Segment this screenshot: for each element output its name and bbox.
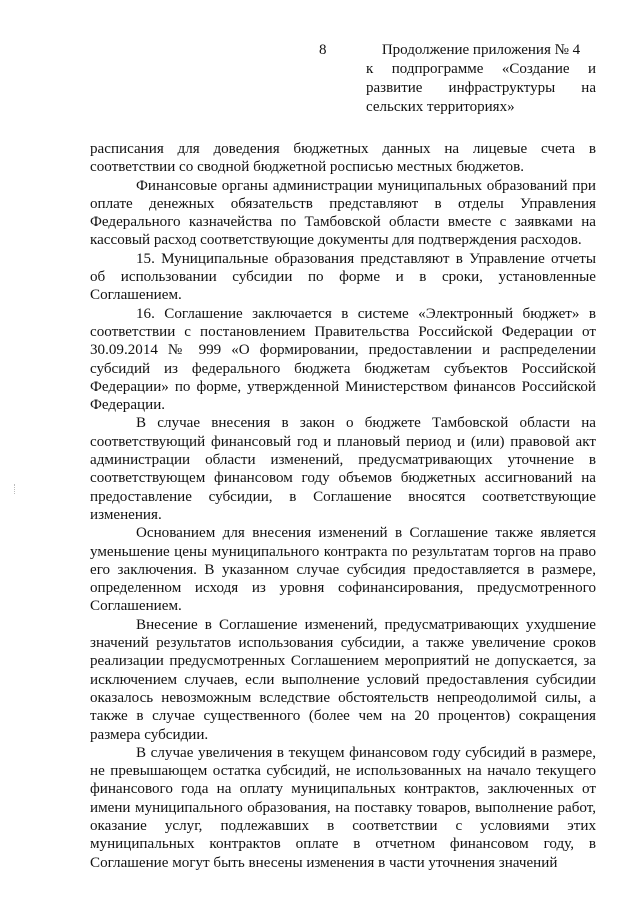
paragraph-amendments: Внесение в Соглашение изменений, предусматривающих ухудшение значений результатов использования субсидии, а также увеличение сроков реализации предусмотренных Соглашением мероприятий не допускается, за исключением случаев, если выполнение условий предоставления субсидии оказалось невозможным вследствие обстоятельств непреодолимой силы, а также в случае существенного (более чем на 20 процентов) сокращения размера субсидии.: [90, 616, 596, 743]
margin-mark: [14, 484, 17, 494]
page-number: 8: [319, 42, 327, 58]
appendix-header: [366, 41, 596, 117]
paragraph-budget-changes: В случае внесения в закон о бюджете Тамбовской области на соответствующий финансовый год и плановый период и (или) правовой акт администрации области изменений, предусматривающих уточнение в соответствующем финансовом году объемов бюджетных ассигнований на предоставление субсидии, в Соглашение вносятся соответствующие изменения.: [90, 415, 596, 523]
paragraph-financial-bodies: Финансовые органы администрации муниципальных образований при оплате денежных обязательств представляют в отделы Управления Федерального казначейства по Тамбовской области вместе с заявками на кассовый расход соответствующие документы для подтверждения расходов.: [90, 177, 596, 249]
paragraph-item-15: 15. Муниципальные образования представляют в Управление отчеты об использовании субсидии по форме и в сроки, установленные Соглашением.: [90, 250, 596, 304]
document-body: [90, 140, 596, 872]
paragraph-continuation: расписания для доведения бюджетных данных на лицевые счета в соответствии со сводной бюджетной росписью местных бюджетов.: [90, 141, 596, 176]
paragraph-subsidy-increase: В случае увеличения в текущем финансовом году субсидий в размере, не превышающем остатка субсидий, не использованных на начало текущего финансового года на оплату муниципальных контрактов, заключенных от имени муниципального образования, на поставку товаров, выполнение работ, оказание услуг, подлежавших в соответствии с условиями этих муниципальных контрактов оплате в отчетном финансовом году, в Соглашение могут быть внесены изменения в части уточнения значений: [90, 744, 596, 871]
appendix-title: Продолжение приложения № 4: [381, 42, 581, 58]
paragraph-contract-price: Основанием для внесения изменений в Соглашение также является уменьшение цены муниципального контракта по результатам торгов на право его заключения. В указанном случае субсидия предоставляется в размере, определенном исходя из уровня софинансирования, предусмотренного Соглашением.: [90, 525, 596, 615]
paragraph-item-16: 16. Соглашение заключается в системе «Электронный бюджет» в соответствии с постановлением Правительства Российской Федерации от 30.09.2014 № 999 «О формировании, предоставлении и распределении субсидий из федерального бюджета бюджетам субъектов Российской Федерации» по форме, утвержденной Министерством финансов Российской Федерации.: [90, 305, 596, 414]
appendix-subtitle: к подпрограмме «Создание и развитие инфраструктуры на сельских территориях»: [366, 61, 596, 115]
